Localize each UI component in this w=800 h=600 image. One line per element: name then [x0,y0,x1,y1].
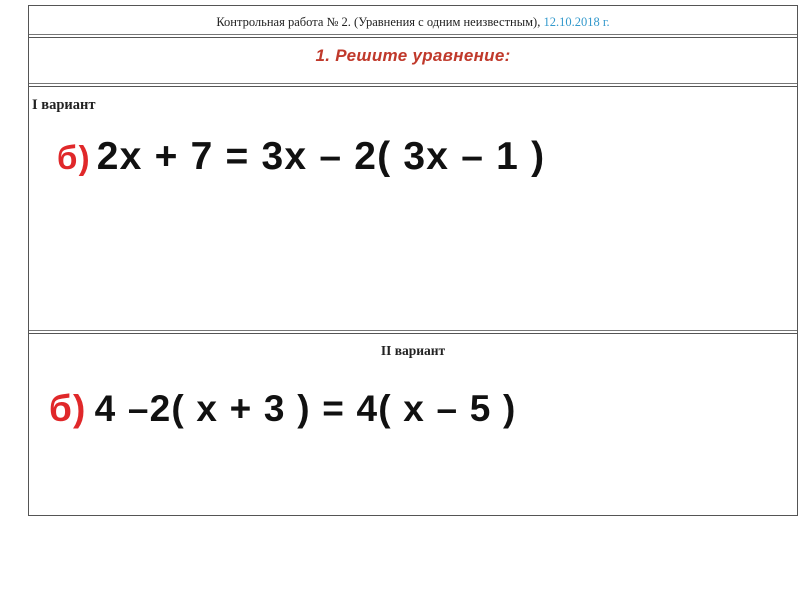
variant1-marker: б) [57,139,91,176]
worksheet-table [28,5,798,516]
variant2-equation [49,388,517,430]
variant2-section [29,336,797,517]
variant2-equation-text: 4 –2( x + 3 ) = 4( x – 5 ) [94,388,517,429]
task-row [29,40,797,87]
variant1-section [29,89,797,334]
variant1-label: I вариант [32,97,96,113]
worksheet-header [29,15,797,30]
header-row [29,6,797,38]
variant1-equation [57,135,545,179]
variant2-marker: б) [49,388,87,429]
task-title: 1. Решите уравнение: [315,46,511,65]
variant2-label: II вариант [380,343,446,358]
variant1-equation-text: 2x + 7 = 3x – 2( 3x – 1 ) [96,135,546,178]
header-date: 12.10.2018 г. [543,15,610,29]
header-title: Контрольная работа № 2. (Уравнения с одним неизвестным), [216,15,541,29]
